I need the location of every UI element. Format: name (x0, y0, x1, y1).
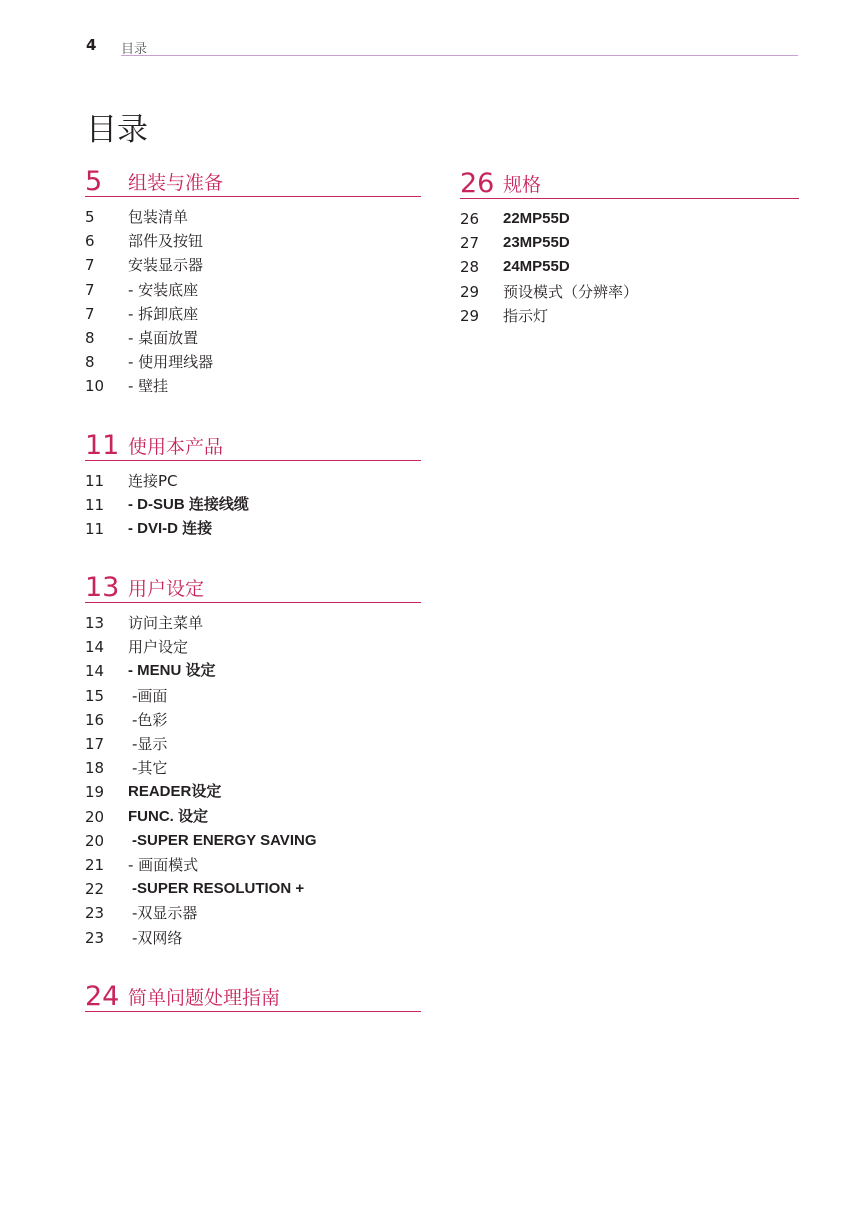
entry-page: 29 (460, 306, 480, 325)
toc-entry[interactable] (85, 659, 421, 683)
section-title: 规格 (503, 174, 542, 197)
toc-entry[interactable] (85, 853, 421, 877)
section-number: 24 (85, 980, 120, 1012)
entry-page: 11 (85, 495, 105, 514)
entry-text: 22MP55D (503, 210, 570, 227)
toc-entry[interactable] (85, 805, 421, 829)
toc-section[interactable] (85, 977, 421, 1012)
section-heading[interactable] (85, 568, 421, 603)
entry-text: - 桌面放置 (128, 328, 199, 347)
section-heading[interactable] (85, 977, 421, 1012)
entry-list (85, 205, 421, 399)
entry-text: -画面 (132, 686, 168, 705)
toc-entry[interactable] (85, 611, 421, 635)
header-page-number: 4 (86, 36, 97, 54)
entry-text: - DVI-D 连接 (128, 519, 213, 537)
entry-text: -双网络 (132, 928, 183, 947)
entry-page: 13 (85, 614, 105, 633)
entry-text: 连接PC (128, 471, 178, 490)
section-title: 使用本产品 (128, 435, 224, 458)
toc-entry[interactable] (85, 302, 421, 326)
entry-list (85, 611, 421, 950)
entry-page: 10 (85, 377, 105, 396)
toc-entry[interactable] (85, 493, 421, 517)
entry-text: 部件及按钮 (128, 232, 204, 251)
toc-entry[interactable] (85, 732, 421, 756)
toc-entry[interactable] (85, 205, 421, 229)
toc-entry[interactable] (85, 708, 421, 732)
entry-page: 21 (85, 855, 105, 874)
toc-entry[interactable] (85, 253, 421, 277)
entry-page: 7 (85, 304, 95, 323)
entry-text: -SUPER RESOLUTION + (132, 880, 305, 898)
toc-section[interactable] (85, 568, 421, 950)
toc-entry[interactable] (85, 684, 421, 708)
entry-text: 23MP55D (503, 234, 570, 252)
entry-text: 24MP55D (503, 258, 570, 276)
entry-page: 18 (85, 759, 105, 778)
header-rule (121, 55, 798, 56)
toc-entry[interactable] (85, 278, 421, 302)
entry-page: 8 (85, 328, 95, 347)
header-title: 目录 (121, 42, 148, 57)
entry-text: - 画面模式 (128, 855, 199, 874)
entry-page: 20 (85, 831, 105, 850)
entry-page: 7 (85, 256, 95, 275)
toc-entry[interactable] (460, 280, 799, 304)
entry-text: -双显示器 (132, 904, 198, 923)
entry-page: 23 (85, 928, 105, 947)
entry-page: 20 (85, 807, 105, 826)
entry-text: -SUPER ENERGY SAVING (132, 831, 317, 849)
entry-page: 27 (460, 234, 480, 253)
entry-page: 15 (85, 686, 105, 705)
toc-entry[interactable] (85, 350, 421, 374)
toc-entry[interactable] (85, 780, 421, 804)
toc-entry[interactable] (85, 469, 421, 493)
entry-page: 19 (85, 783, 105, 802)
entry-list (85, 469, 421, 542)
entry-page: 26 (460, 210, 480, 228)
entry-page: 5 (85, 208, 95, 226)
section-number: 11 (85, 429, 120, 461)
page-title: 目录 (86, 112, 148, 148)
entry-text: -色彩 (132, 710, 168, 729)
entry-text: - 安装底座 (128, 280, 199, 299)
section-title: 用户设定 (128, 578, 205, 601)
entry-text: - MENU 设定 (128, 662, 216, 680)
entry-text: 访问主菜单 (128, 614, 204, 633)
toc-entry[interactable] (85, 517, 421, 541)
entry-page: 11 (85, 519, 105, 538)
entry-text: 用户设定 (128, 638, 189, 657)
section-title: 简单问题处理指南 (128, 986, 281, 1009)
entry-text: 预设模式（分辨率） (503, 282, 639, 301)
toc-entry[interactable] (460, 231, 799, 255)
toc-entry[interactable] (85, 326, 421, 350)
toc-entry[interactable] (85, 901, 421, 925)
toc-entry[interactable] (85, 635, 421, 659)
toc-entry[interactable] (460, 207, 799, 231)
toc-entry[interactable] (85, 829, 421, 853)
entry-text: - 拆卸底座 (128, 304, 199, 323)
toc-section[interactable] (85, 426, 421, 542)
toc-left-column (85, 162, 421, 1012)
entry-page: 7 (85, 280, 95, 299)
page-header (86, 36, 798, 56)
toc-entry[interactable] (460, 255, 799, 279)
entry-text: -其它 (132, 759, 168, 778)
entry-text: 指示灯 (503, 306, 549, 325)
toc-section[interactable] (460, 164, 799, 328)
entry-page: 29 (460, 282, 480, 301)
section-heading[interactable] (460, 164, 799, 199)
entry-page: 17 (85, 735, 105, 753)
entry-page: 6 (85, 232, 95, 251)
entry-page: 14 (85, 662, 105, 681)
entry-page: 11 (85, 471, 105, 490)
entry-text: READER设定 (128, 783, 222, 801)
toc-entry[interactable] (85, 374, 421, 398)
entry-text: 安装显示器 (128, 256, 204, 275)
entry-page: 14 (85, 638, 105, 657)
toc-entry[interactable] (85, 229, 421, 253)
entry-text: 包装清单 (128, 208, 189, 226)
section-title: 组装与准备 (128, 172, 224, 195)
section-heading[interactable] (85, 162, 421, 197)
entry-text: FUNC. 设定 (128, 807, 208, 825)
entry-text: - D-SUB 连接线缆 (128, 495, 249, 513)
entry-text: - 壁挂 (128, 377, 169, 396)
toc-section[interactable] (85, 162, 421, 399)
entry-page: 22 (85, 880, 105, 899)
entry-page: 23 (85, 904, 105, 923)
entry-text: -显示 (132, 735, 168, 753)
section-heading[interactable] (85, 426, 421, 461)
section-number: 5 (85, 166, 103, 197)
toc-entry[interactable] (460, 304, 799, 328)
entry-text: - 使用理线器 (128, 353, 214, 372)
entry-page: 8 (85, 353, 95, 372)
entry-page: 16 (85, 710, 105, 729)
toc-entry[interactable] (85, 877, 421, 901)
toc-right-column (460, 164, 799, 328)
section-number: 26 (460, 168, 495, 199)
entry-page: 28 (460, 258, 480, 277)
toc-entry[interactable] (85, 926, 421, 950)
toc-entry[interactable] (85, 756, 421, 780)
section-number: 13 (85, 572, 120, 604)
entry-list (460, 207, 799, 328)
